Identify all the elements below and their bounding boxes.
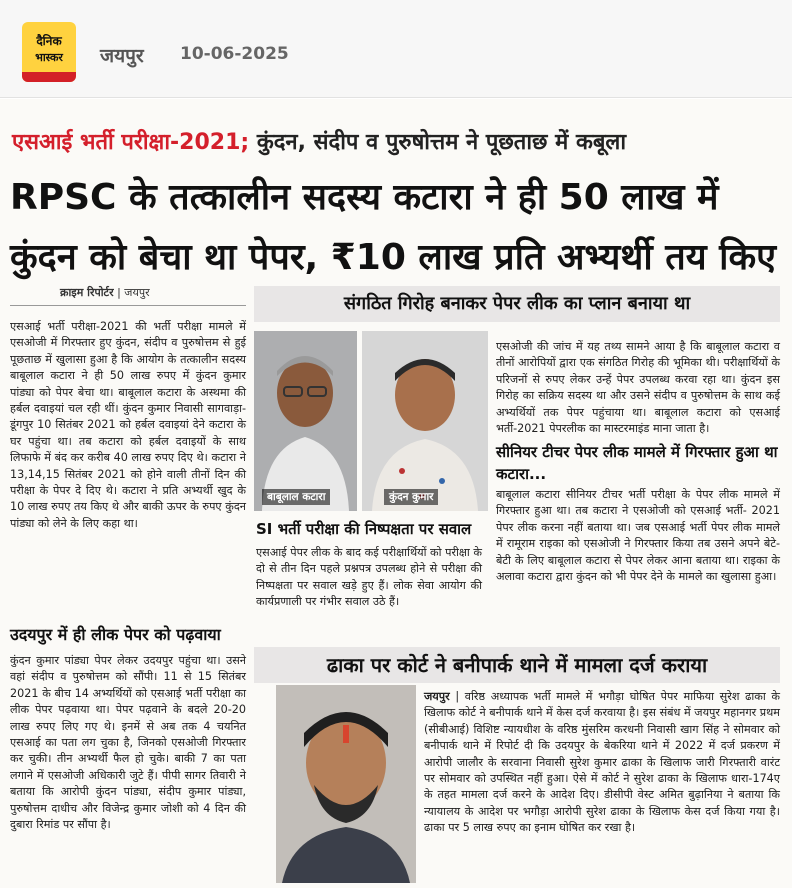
right-subheading: सीनियर टीचर पेपर लीक मामले में गिरफ्तार हुआ था कटारा... <box>496 443 778 483</box>
logo-red-strip <box>22 72 76 82</box>
mid-subheading: SI भर्ती परीक्षा की निष्पक्षता पर सवाल <box>256 520 472 538</box>
headline-line2: कुंदन को बेचा था पेपर, ₹10 लाख प्रति अभ्यर्थी तय किए <box>10 237 777 278</box>
right-column-para1: एसओजी की जांच में यह तथ्य सामने आया है कि बाबूलाल कटारा व तीनों आरोपियों द्वारा एक संगठित गिरोह की भूमिका थी। परीक्षार्थियों के परिजनों से रुपए लेकर उन्हें पेपर उपलब्ध करवा रहा था। कुंदन इस गिरोह का सक्रिय सदस्य था और उसने संदीप व पुरुषोत्तम के साथ कई अभ्यर्थियों तक पेपर पहुंचाया था। बाबूलाल कटारा को एसआई भर्ती-2021 पेपरलीक का मास्टरमाइंड माना जाता है। <box>496 340 780 436</box>
bottom-paragraph: | वरिष्ठ अध्यापक भर्ती मामले में भगौड़ा घोषित पेपर माफिया सुरेश ढाका के खिलाफ कोर्ट ने बनीपार्क थाने में केस दर्ज करवाया है। इस संबंध में जयपुर महानगर प्रथम (सीबीआई) विशिष्ट न्यायधीश के वरिष्ठ मुंसरिम करधनी निवासी खाग सिंह ने सोमवार को बनीपार्क थाने में रिपोर्ट दी कि उदयपुर के बेकरिया थाने में 2022 में दर्ज प्रकरण में आरोपी जालौर के सरवाना निवासी सुरेश कुमार ढाका के खिलाफ जारी गिरफ्तारी वारंट पर सोमवार को उपस्थित नहीं हुआ। ऐसे में कोर्ट ने सुरेश ढाका के खिलाफ धारा-174ए के तहत मामला दर्ज करने के आदेश दिए। डीसीपी वेस्ट अमित बुढ़ानिया ने बताया कि न्यायालय के आदेश पर भगौड़ा आरोपी सुरेश ढाका के खिलाफ केस दर्ज किया गया है। ढाका पर 5 लाख रुपए का इनाम घोषित कर रखा है। <box>424 690 780 835</box>
byline-city: जयपुर <box>124 286 150 299</box>
person-photo-suresh-dhaka <box>276 685 416 883</box>
left-column-para2: कुंदन कुमार पांड्या पेपर लेकर उदयपुर पहुंचा था। उसने वहां संदीप व पुरुषोत्तम को सौंपी। 11 से 15 सितंबर 2021 के बीच 14 अभ्यर्थियों को एसआई भर्ती परीक्षा का लीक पेपर पढ़वाया था। पेपर पढ़वाने के बदले 20-20 लाख रुपए लिए गए थे। इनमें से अब तक 4 चयनित एसआई का पता लग चुका है, जिनको एसओजी गिरफ्तार कर चुकी। तीन अभ्यर्थी फैल हो चुके। बाकी 7 का पता लगाने में एसओजी अधिकारी जुटे हैं। पीपी सागर तिवारी ने बताया कि आरोपी कुंदन पांड्या, संदीप कुमार पांड्या, पुरुषोत्तम दाधीच और विजेन्द्र कुमार जोशी को 4 दिन की दुबारा रिमांड पर सौंपा है। <box>10 654 246 832</box>
bottom-byline: जयपुर <box>424 690 450 703</box>
left-column-para1: एसआई भर्ती परीक्षा-2021 की भर्ती परीक्षा मामले में एसओजी में गिरफ्तार हुए कुंदन, संदीप व पुरुषोत्तम से हुई पूछताछ में खुलासा हुआ है कि आयोग के तत्कालीन सदस्य बाबूलाल कटारा ने ही 50 लाख रुपए में कुंदन कुमार पांड्या को पेपर बेचा था। बाबूलाल कटारा के अस्थमा की हर्बल दवाइयां चल रही थीं। कुंदन कुमार निवासी सागवाड़ा-डूंगपुर 10 सितंबर 2021 को हर्बल दवाइयां देने कटारा के घर पहुंचा था। तब कटारा को हर्बल दवाइयों के साथ लिफाफे में बंद कर करीब 40 लाख रुपए दिए थे। कटारा ने 13,14,15 सितंबर 2021 को होने वाली तीनों दिन की परीक्षा के पेपर दे दिए थे। कटारा ने प्रति अभ्यर्थी खुद के 10 लाख रुपए तय किए थे और बाकी ऊपर के रुपए कुंदन पांड्या को लेने के लिए कहा था। <box>10 320 246 530</box>
byline <box>60 285 150 300</box>
divider <box>10 305 246 306</box>
byline-sep: | <box>113 286 125 299</box>
bottom-column-para <box>424 689 780 837</box>
edition-city: जयपुर <box>100 45 144 67</box>
kicker-red: एसआई भर्ती परीक्षा-2021; <box>12 130 250 155</box>
headline-line1: RPSC के तत्कालीन सदस्य कटारा ने ही 50 लाख में <box>10 177 719 218</box>
photo-caption-1: बाबूलाल कटारा <box>262 489 330 505</box>
dainik-bhaskar-logo[interactable] <box>22 22 76 82</box>
logo-line2: भास्कर <box>35 51 63 64</box>
left-subheading: उदयपुर में ही लीक पेपर को पढ़वाया <box>10 625 221 644</box>
person-silhouette-icon <box>276 685 416 883</box>
mid-column-para: एसआई पेपर लीक के बाद कई परीक्षार्थियों को परीक्षा के दो से तीन दिन पहले प्रश्नपत्र उपलब्ध होने से परीक्षा की निष्पक्षता पर सवाल खड़े हुए हैं। लोक सेवा आयोग की कार्यप्रणाली पर गंभीर सवाल उठे हैं। <box>256 546 482 609</box>
person-photo-kundan-kumar <box>362 331 488 511</box>
person-silhouette-icon <box>254 331 357 511</box>
news-clipping <box>0 99 792 888</box>
section-banner-1: संगठित गिरोह बनाकर पेपर लीक का प्लान बनाया था <box>254 286 780 322</box>
section-banner-2: ढाका पर कोर्ट ने बनीपार्क थाने में मामला दर्ज कराया <box>254 647 780 683</box>
kicker-rest: कुंदन, संदीप व पुरुषोत्तम ने पूछताछ में कबूला <box>249 130 627 155</box>
byline-author: क्राइम रिपोर्टर <box>60 286 114 299</box>
top-bar <box>0 0 792 98</box>
person-photo-babulal-katara <box>254 331 357 511</box>
photo-caption-2: कुंदन कुमार <box>384 489 438 505</box>
edition-date: 10-06-2025 <box>180 44 289 64</box>
logo-line1: दैनिक <box>36 34 62 48</box>
kicker <box>12 126 782 160</box>
person-silhouette-icon <box>362 331 488 511</box>
right-column-para2: बाबूलाल कटारा सीनियर टीचर भर्ती परीक्षा के पेपर लीक मामले में गिरफ्तार हुआ था। तब कटारा ने एसओजी को एसआई भर्ती- 2021 पेपर लीक करना नहीं बताया था। जब एसआई भर्ती पेपर लीक मामले में रामूराम राइका को एसओजी ने गिरफ्तार किया तब उसने अपने बेटे-बेटी के लिए बाबूलाल कटारा से पेपर लेकर आना बताया था। राइका के अलावा कटारा द्वारा कुंदन को भी पेपर देने के मामले का खुलासा हुआ। <box>496 488 780 584</box>
